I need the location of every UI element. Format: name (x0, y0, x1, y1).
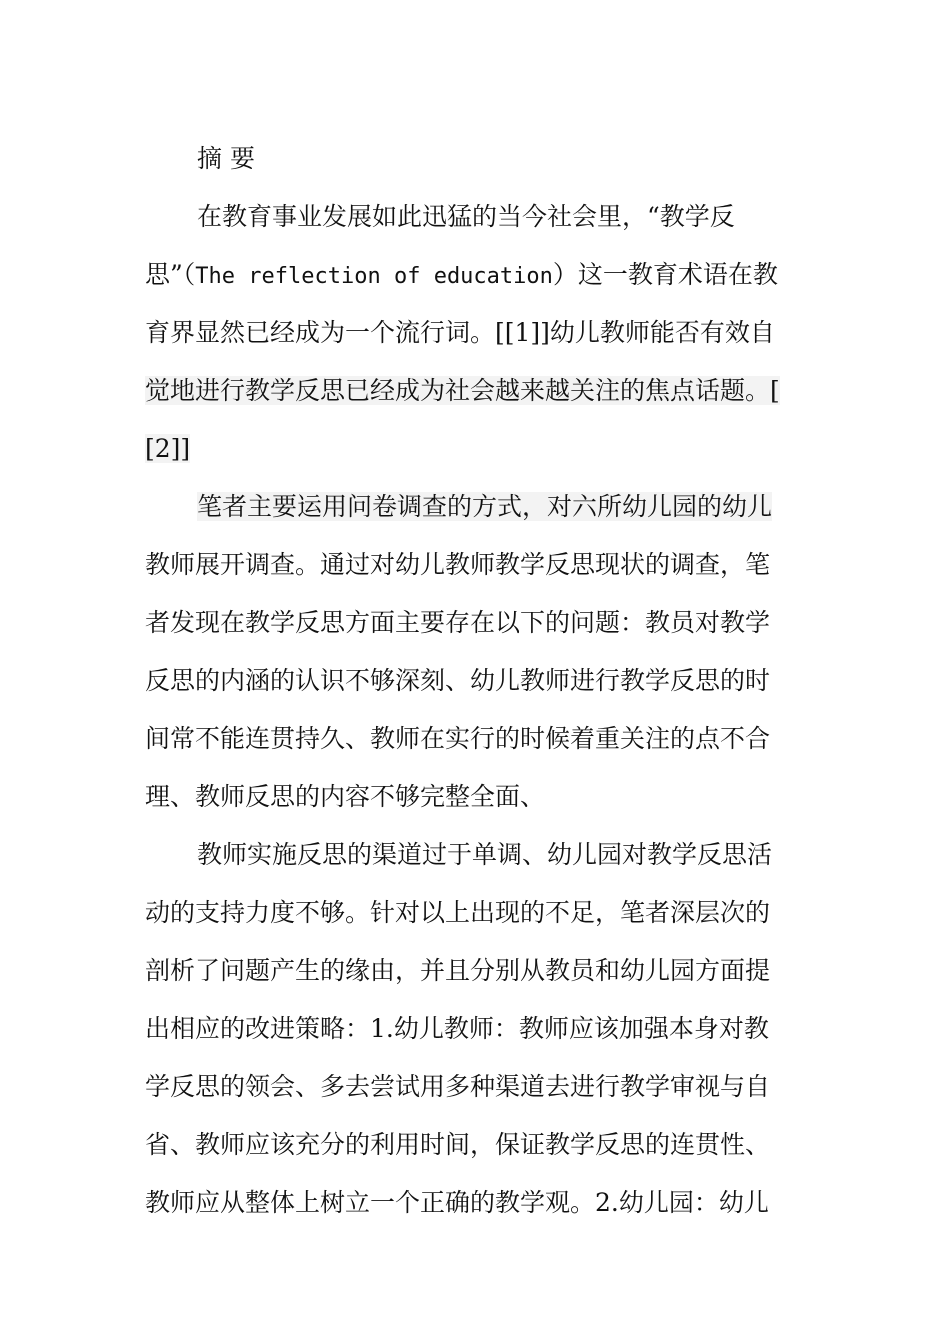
paragraph-1-line-4 (145, 362, 805, 420)
text-run: 学反思的领会、多去尝试用多种渠道去进行教学审视与自 (145, 1072, 771, 1101)
text-run: 理、教师反思的内容不够完整全面、 (145, 782, 546, 811)
paragraph-2-line-2 (145, 536, 805, 594)
text-run: 动的支持力度不够。针对以上出现的不足，笔者深层次的 (145, 898, 771, 927)
paragraph-3-line-6 (145, 1116, 805, 1174)
paragraph-3-line-3 (145, 942, 805, 1000)
text-run: 觉地进行教学反思已经成为社会越来越关注的焦点话题。[ (145, 376, 780, 405)
text-run: 思”（ (145, 260, 196, 289)
paragraph-2-line-5 (145, 710, 805, 768)
text-run: 间常不能连贯持久、教师在实行的时候着重关注的点不合 (145, 724, 771, 753)
paragraph-1-line-1 (145, 188, 805, 246)
text-run: 者发现在教学反思方面主要存在以下的问题：教员对教学 (145, 608, 771, 637)
paragraph-2-line-1 (145, 478, 805, 536)
text-run: 教师展开调查。通过对幼儿教师教学反思现状的调查，笔 (145, 550, 771, 579)
paragraph-3-line-7 (145, 1174, 805, 1232)
paragraph-3-line-4 (145, 1000, 805, 1058)
text-run: 笔者主要运用问卷调查的方式，对六所幼儿园的幼儿 (197, 492, 773, 521)
text-run: 省、教师应该充分的利用时间，保证教学反思的连贯性、 (145, 1130, 771, 1159)
text-run: 剖析了问题产生的缘由，并且分别从教员和幼儿园方面提 (145, 956, 771, 985)
paragraph-3-line-5 (145, 1058, 805, 1116)
paragraph-1-line-3 (145, 304, 805, 362)
paragraph-1-line-5 (145, 420, 805, 478)
text-run: ）这一教育术语在教 (552, 260, 778, 289)
paragraph-2-line-4 (145, 652, 805, 710)
paragraph-2-line-3 (145, 594, 805, 652)
text-run: 反思的内涵的认识不够深刻、幼儿教师进行教学反思的时 (145, 666, 771, 695)
text-run: 教师实施反思的渠道过于单调、幼儿园对教学反思活 (197, 840, 773, 869)
text-run: 教师应从整体上树立一个正确的教学观。2.幼儿园：幼儿 (145, 1188, 769, 1217)
text-run: 育界显然已经成为一个流行词。[[1]]幼儿教师能否有效自 (145, 318, 775, 347)
abstract-body (145, 130, 805, 1232)
paragraph-2-line-6 (145, 768, 805, 826)
paragraph-3-line-1 (145, 826, 805, 884)
citation-ref: [2]] (145, 434, 191, 463)
paragraph-1-line-2 (145, 246, 805, 304)
english-term: The reflection of education (195, 264, 553, 289)
text-run: 出相应的改进策略：1.幼儿教师：教师应该加强本身对教 (145, 1014, 769, 1043)
text-run: 在教育事业发展如此迅猛的当今社会里，“教学反 (197, 202, 735, 231)
paragraph-3-line-2 (145, 884, 805, 942)
abstract-heading: 摘 要 (197, 144, 255, 173)
